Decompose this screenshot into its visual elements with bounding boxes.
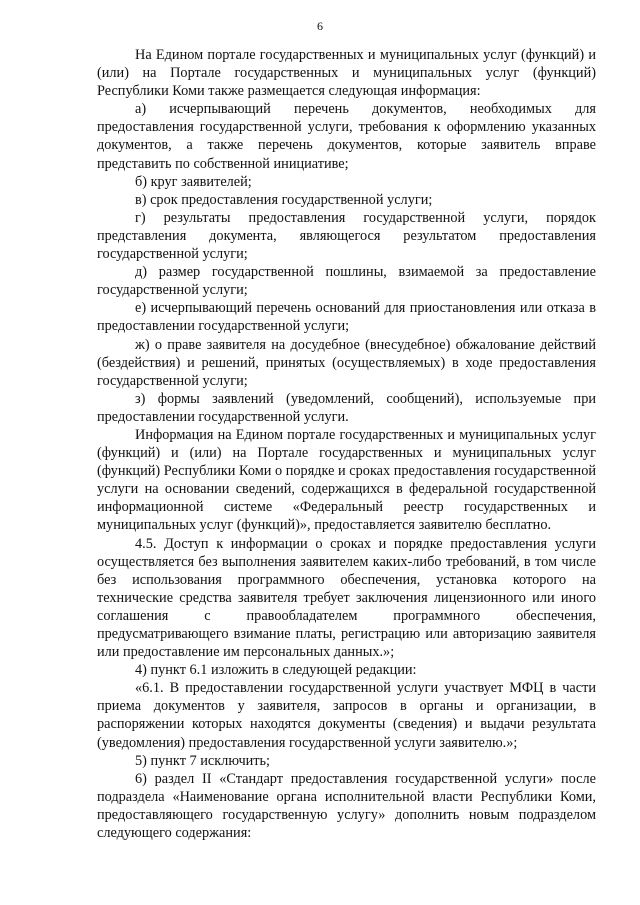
paragraph-amendment-5: 5) пункт 7 исключить; bbox=[135, 752, 271, 769]
paragraph-intro: На Едином портале государственных и муниципальных услуг (функций) и (или) на Портале государственных и муниципальных услуг (функций) Республики Коми также размещается следующая информация: bbox=[97, 47, 596, 100]
paragraph-item-zh: ж) о праве заявителя на досудебное (внесудебное) обжалование действий (бездействия) и решений, принятых (осуществляемых) в ходе предоставления государственной услуги; bbox=[97, 336, 596, 389]
paragraph-amendment-4: 4) пункт 6.1 изложить в следующей редакции: bbox=[135, 662, 417, 679]
paragraph-item-g: г) результаты предоставления государственной услуги, порядок представления документа, являющегося результатом предоставления государственной услуги; bbox=[97, 209, 596, 263]
paragraph-section-6-1: «6.1. В предоставлении государственной услуги участвует МФЦ в части приема документов у заявителя, запросов в органы и организации, в распоряжении которых находятся документы (сведения) и выдачи результата (уведомления) предоставления государственной услуги заявителю.»; bbox=[97, 680, 596, 751]
document-body bbox=[97, 46, 596, 842]
paragraph-item-v: в) срок предоставления государственной услуги; bbox=[135, 191, 433, 208]
page-number: 6 bbox=[317, 19, 323, 33]
paragraph-amendment-6: 6) раздел II «Стандарт предоставления государственной услуги» после подраздела «Наименование органа исполнительной власти Республики Коми, предоставляющего государственную услугу» дополнить новым подразделом следующего содержания: bbox=[97, 770, 596, 842]
paragraph-item-d: д) размер государственной пошлины, взимаемой за предоставление государственной услуги; bbox=[97, 264, 596, 299]
paragraph-info-free: Информация на Едином портале государственных и муниципальных услуг (функций) и (или) на Портале государственных и муниципальных услуг (функций) Республики Коми о порядке и сроках предоставления государственной услуги на основании сведений, содержащихся в федеральной государственной информационной системе «Федеральный реестр государственных и муниципальных услуг (функций)», предоставляется заявителю бесплатно. bbox=[97, 426, 596, 534]
paragraph-item-a: а) исчерпывающий перечень документов, необходимых для предоставления государственной услуги, требования к оформлению указанных документов, а также перечень документов, которые заявитель вправе представить по собственной инициативе; bbox=[97, 101, 596, 172]
paragraph-item-b: б) круг заявителей; bbox=[135, 173, 252, 190]
paragraph-section-4-5: 4.5. Доступ к информации о сроках и порядке предоставления услуги осуществляется без выполнения заявителем каких-либо требований, в том числе без использования программного обеспечения, установка которого на технические средства заявителя требует заключения лицензионного или иного соглашения с правообладателем программного обеспечения, предусматривающего взимание платы, регистрацию или авторизацию заявителя или предоставление им персональных данных.»; bbox=[97, 535, 596, 661]
paragraph-item-e: е) исчерпывающий перечень оснований для приостановления или отказа в предоставлении государственной услуги; bbox=[97, 300, 596, 335]
paragraph-item-z: з) формы заявлений (уведомлений, сообщений), используемые при предоставлении государственной услуги. bbox=[97, 390, 596, 425]
